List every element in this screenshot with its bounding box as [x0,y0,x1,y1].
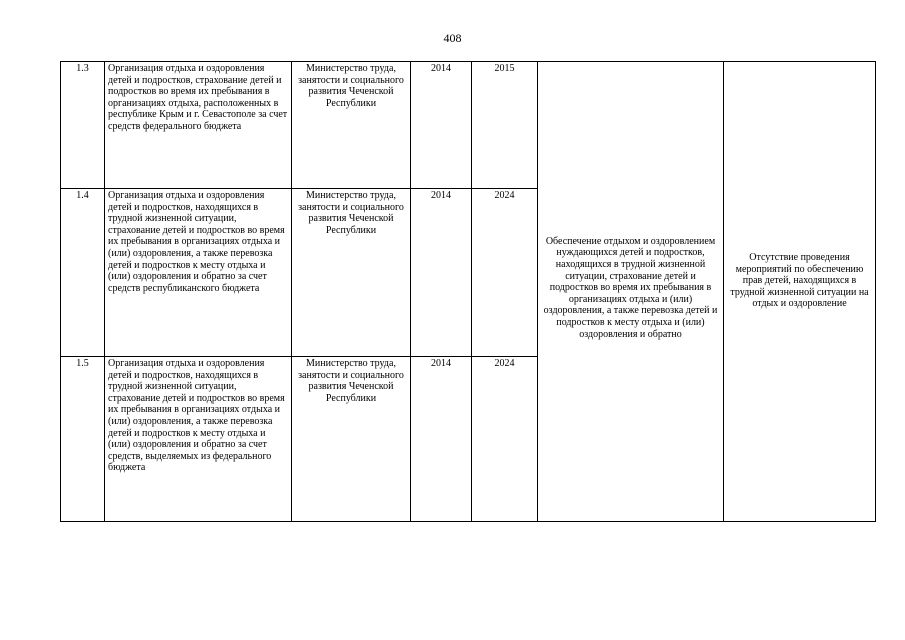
table-row [61,62,876,189]
activity-description: Организация отдыха и оздоровления детей и подростков, находящихся в трудной жизненной ситуации, страхование детей и подростков во время их пребывания в организациях отдыха и (или) оздоровления, а также перевозка детей и подростков к месту отдыха и (или) оздоровления и обратно за счет средств республиканского бюджета [105,189,292,357]
activity-description: Организация отдыха и оздоровления детей и подростков, страхование детей и подростков во время их пребывания в организациях отдыха, расположенных в республике Крым и г. Севастополе за счет средств федерального бюджета [105,62,292,189]
page-number: 408 [443,31,462,45]
end-year: 2015 [472,62,538,189]
responsible-executor: Министерство труда, занятости и социального развития Чеченской Республики [292,62,411,189]
end-year: 2024 [472,357,538,522]
row-number: 1.5 [61,357,105,522]
expected-result: Обеспечение отдыхом и оздоровлением нуждающихся детей и подростков, находящихся в трудной жизненной ситуации, страхование детей и подростков во время их пребывания в организациях отдыха и (или) оздоровления, а также перевозка детей и подростков к месту отдыха и (или) оздоровления и обратно [543,235,718,340]
end-year: 2024 [472,189,538,357]
start-year: 2014 [411,62,472,189]
responsible-executor: Министерство труда, занятости и социального развития Чеченской Республики [292,357,411,522]
responsible-executor: Министерство труда, занятости и социального развития Чеченской Республики [292,189,411,357]
non-implementation-consequence: Отсутствие проведения мероприятий по обеспечению прав детей, находящихся в трудной жизненной ситуации на отдых и оздоровление [730,252,869,310]
activity-description: Организация отдыха и оздоровления детей и подростков, находящихся в трудной жизненной ситуации, страхование детей и подростков во время их пребывания в организациях отдыха и (или) оздоровления, а также перевозка детей и подростков к месту отдыха и (или) оздоровления и обратно за счет средств, выделяемых из федерального бюджета [105,357,292,522]
consequence-cell [724,62,876,522]
expected-result-cell [538,62,724,522]
row-number: 1.4 [61,189,105,357]
row-number: 1.3 [61,62,105,189]
start-year: 2014 [411,357,472,522]
start-year: 2014 [411,189,472,357]
program-activities-table [60,61,876,522]
